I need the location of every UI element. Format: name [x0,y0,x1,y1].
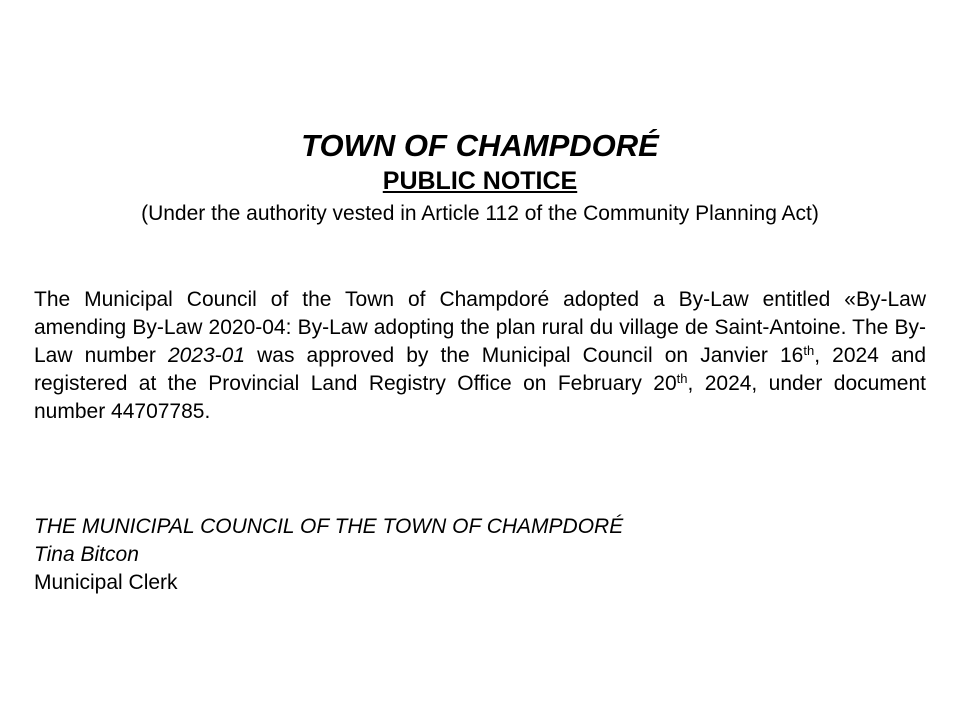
signature-role: Municipal Clerk [34,571,178,594]
body-text-part-2: was approved by the Municipal Council on Janvier 16 [245,344,804,367]
notice-subtitle: PUBLIC NOTICE [382,167,578,195]
notice-title: TOWN OF CHAMPDORÉ [301,128,659,163]
body-text-part-4: , 2024, under document number 44707785. [34,372,926,423]
ordinal-suffix-2: th [676,371,688,386]
signature-name: Tina Bitcon [34,543,139,566]
body-text-part-1: The Municipal Council of the Town of Champdoré adopted a By-Law entitled «By-Law amending By-Law 2020-04: By-Law adopting the plan rural du village de Saint-Antoine. The By-Law number [34,288,926,367]
signature-block [34,513,623,597]
notice-body [34,286,926,426]
body-text-part-3: , 2024 and registered at the Provincial Land Registry Office on February 20 [34,344,926,395]
bylaw-number: 2023-01 [167,344,246,367]
signature-council: THE MUNICIPAL COUNCIL OF THE TOWN OF CHAMPDORÉ [34,515,624,538]
ordinal-suffix-1: th [803,343,815,358]
authority-statement: (Under the authority vested in Article 112 of the Community Planning Act) [141,202,819,225]
